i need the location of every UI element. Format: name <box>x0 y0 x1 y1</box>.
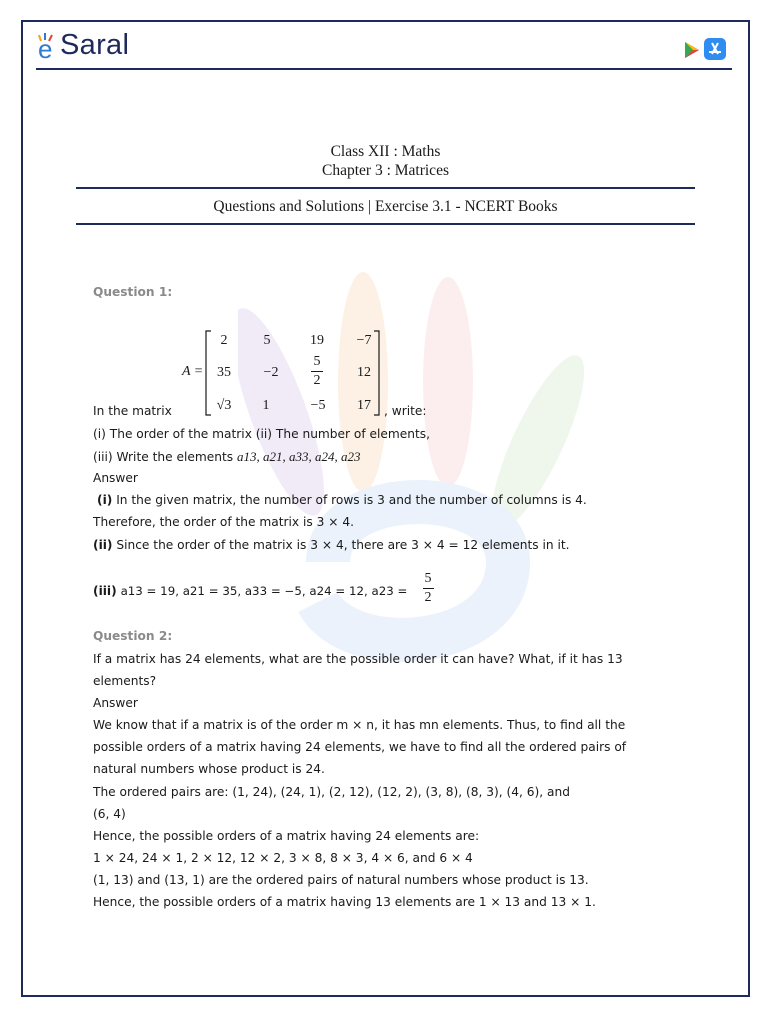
q2-line: 1 × 24, 24 × 1, 2 × 12, 12 × 2, 3 × 8, 8 × 3, 4 × 6, and 6 × 4 <box>93 851 473 865</box>
logo-letter: e <box>38 34 53 64</box>
fraction-denominator: 2 <box>424 590 432 605</box>
matrix-cell: 17 <box>357 398 371 413</box>
q2-line: The ordered pairs are: (1, 24), (24, 1), (2, 12), (12, 2), (3, 8), (8, 3), (4, 6), and <box>93 785 570 799</box>
part-i-label: (i) <box>97 493 113 507</box>
part-iii-fraction <box>420 571 436 606</box>
q2-line: We know that if a matrix is of the order m × n, it has mn elements. Thus, to find all the <box>93 718 626 732</box>
question-2-label: Question 2: <box>93 629 173 643</box>
app-store-icon[interactable] <box>704 38 726 60</box>
matrix-cell: −7 <box>356 333 372 348</box>
title-rule-bottom <box>76 223 695 225</box>
question-1-label: Question 1: <box>93 285 173 299</box>
matrix-cell: 2 <box>220 333 228 348</box>
matrix-cell: 12 <box>357 365 371 380</box>
answer-1-part-i <box>97 493 587 507</box>
play-store-icon[interactable] <box>682 40 702 60</box>
answer-1-part-ii <box>93 538 569 552</box>
q2-line: possible orders of a matrix having 24 elements, we have to find all the ordered pairs of <box>93 740 627 754</box>
answer-1-part-i-cont: Therefore, the order of the matrix is 3 × 4. <box>93 515 354 529</box>
element-list: a13, a21, a33, a24, a23 <box>236 449 361 464</box>
matrix-cell: −2 <box>263 365 279 380</box>
logo-text: Saral <box>60 29 130 61</box>
page-subtitle: Questions and Solutions | Exercise 3.1 - NCERT Books <box>213 198 558 215</box>
q2-line: Hence, the possible orders of a matrix having 13 elements are 1 × 13 and 13 × 1. <box>93 895 596 909</box>
page-title <box>76 142 695 180</box>
part-i-text: In the given matrix, the number of rows is 3 and the number of columns is 4. <box>112 493 587 507</box>
answer-1-part-iii <box>93 584 407 598</box>
fraction-numerator: 5 <box>313 354 321 369</box>
question-1-intro-end: , write: <box>384 404 427 418</box>
q2-line: natural numbers whose product is 24. <box>93 762 325 776</box>
line-3-prefix: (iii) Write the elements <box>93 450 237 464</box>
fraction-bar <box>423 588 434 589</box>
q2-line: (1, 13) and (13, 1) are the ordered pairs of natural numbers whose product is 13. <box>93 873 589 887</box>
answer-2-label: Answer <box>93 696 138 710</box>
question-1-intro <box>93 404 172 418</box>
answer-1-label: Answer <box>93 471 138 485</box>
matrix-a <box>180 328 390 418</box>
question-1-line-3 <box>93 449 360 465</box>
matrix-cell: 19 <box>310 333 324 348</box>
q2-line: elements? <box>93 674 157 688</box>
fraction-numerator: 5 <box>424 571 432 586</box>
part-ii-text: Since the order of the matrix is 3 × 4, there are 3 × 4 = 12 elements in it. <box>112 538 570 552</box>
title-line-1: Class XII : Maths <box>330 143 441 160</box>
esaral-logo[interactable] <box>36 28 156 68</box>
store-icons <box>680 38 728 62</box>
title-line-2: Chapter 3 : Matrices <box>322 162 449 179</box>
fraction-bar <box>311 371 323 372</box>
header <box>36 28 734 70</box>
header-rule <box>36 68 732 70</box>
matrix-cell: 1 <box>262 398 270 413</box>
fraction-denominator: 2 <box>313 373 321 388</box>
matrix-cell: 5 <box>263 333 271 348</box>
q2-line: If a matrix has 24 elements, what are the possible order it can have? What, if it has 13 <box>93 652 623 666</box>
part-iii-text: a13 = 19, a21 = 35, a33 = −5, a24 = 12, a23 = <box>120 584 408 598</box>
title-rule-top <box>76 187 695 189</box>
matrix-cell: √3 <box>216 398 232 413</box>
intro-text: In the matrix <box>93 404 172 418</box>
matrix-cell: 35 <box>217 365 231 380</box>
part-ii-label: (ii) <box>93 538 113 552</box>
q2-line: Hence, the possible orders of a matrix having 24 elements are: <box>93 829 480 843</box>
part-iii-label: (iii) <box>93 584 117 598</box>
matrix-cell: −5 <box>310 398 326 413</box>
question-1-line-2: (i) The order of the matrix (ii) The number of elements, <box>93 427 431 441</box>
matrix-fraction <box>307 354 327 389</box>
matrix-name: A = <box>182 364 204 379</box>
q2-line: (6, 4) <box>93 807 126 821</box>
